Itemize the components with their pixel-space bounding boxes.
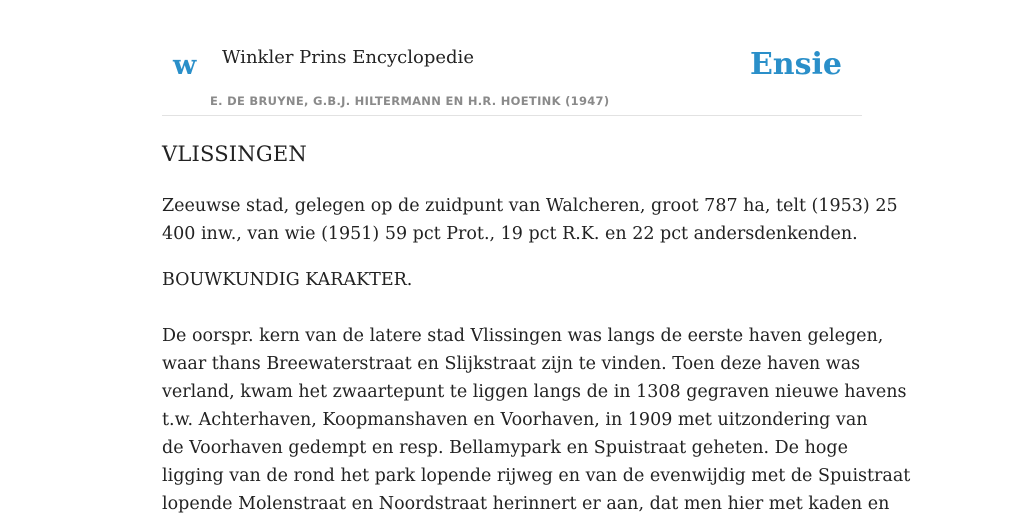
intro-paragraph — [162, 192, 898, 248]
intro-line: 400 inw., van wie (1951) 59 pct Prot., 19 pct R.K. en 22 pct andersdenkenden. — [162, 224, 858, 244]
body-paragraph — [162, 322, 911, 518]
body-line: waar thans Breewaterstraat en Slijkstraat zijn te vinden. Toen deze haven was — [162, 354, 861, 374]
brand-logo[interactable]: Ensie — [749, 47, 842, 82]
article-headword: VLISSINGEN — [162, 142, 307, 166]
source-title[interactable]: Winkler Prins Encyclopedie — [222, 47, 474, 68]
source-logo[interactable]: w — [173, 50, 197, 81]
body-line: verland, kwam het zwaartepunt te liggen langs de in 1308 gegraven nieuwe havens — [162, 382, 907, 402]
body-line: De oorspr. kern van de latere stad Vlissingen was langs de eerste haven gelegen, — [162, 326, 884, 346]
body-line: t.w. Achterhaven, Koopmanshaven en Voorhaven, in 1909 met uitzondering van — [162, 410, 868, 430]
article — [162, 138, 911, 518]
site-header — [162, 0, 862, 116]
body-line: lopende Molenstraat en Noordstraat herinnert er aan, dat men hier met kaden en — [162, 494, 890, 514]
body-line: de Voorhaven gedempt en resp. Bellamypark en Spuistraat geheten. De hoge — [162, 438, 848, 458]
section-heading: BOUWKUNDIG KARAKTER. — [162, 270, 413, 290]
intro-line: Zeeuwse stad, gelegen op de zuidpunt van Walcheren, groot 787 ha, telt (1953) 25 — [162, 196, 898, 216]
source-authors: E. DE BRUYNE, G.B.J. HILTERMANN EN H.R. HOETINK (1947) — [210, 94, 610, 108]
body-line: ligging van de rond het park lopende rijweg en van de evenwijdig met de Spuistraat — [162, 466, 911, 486]
